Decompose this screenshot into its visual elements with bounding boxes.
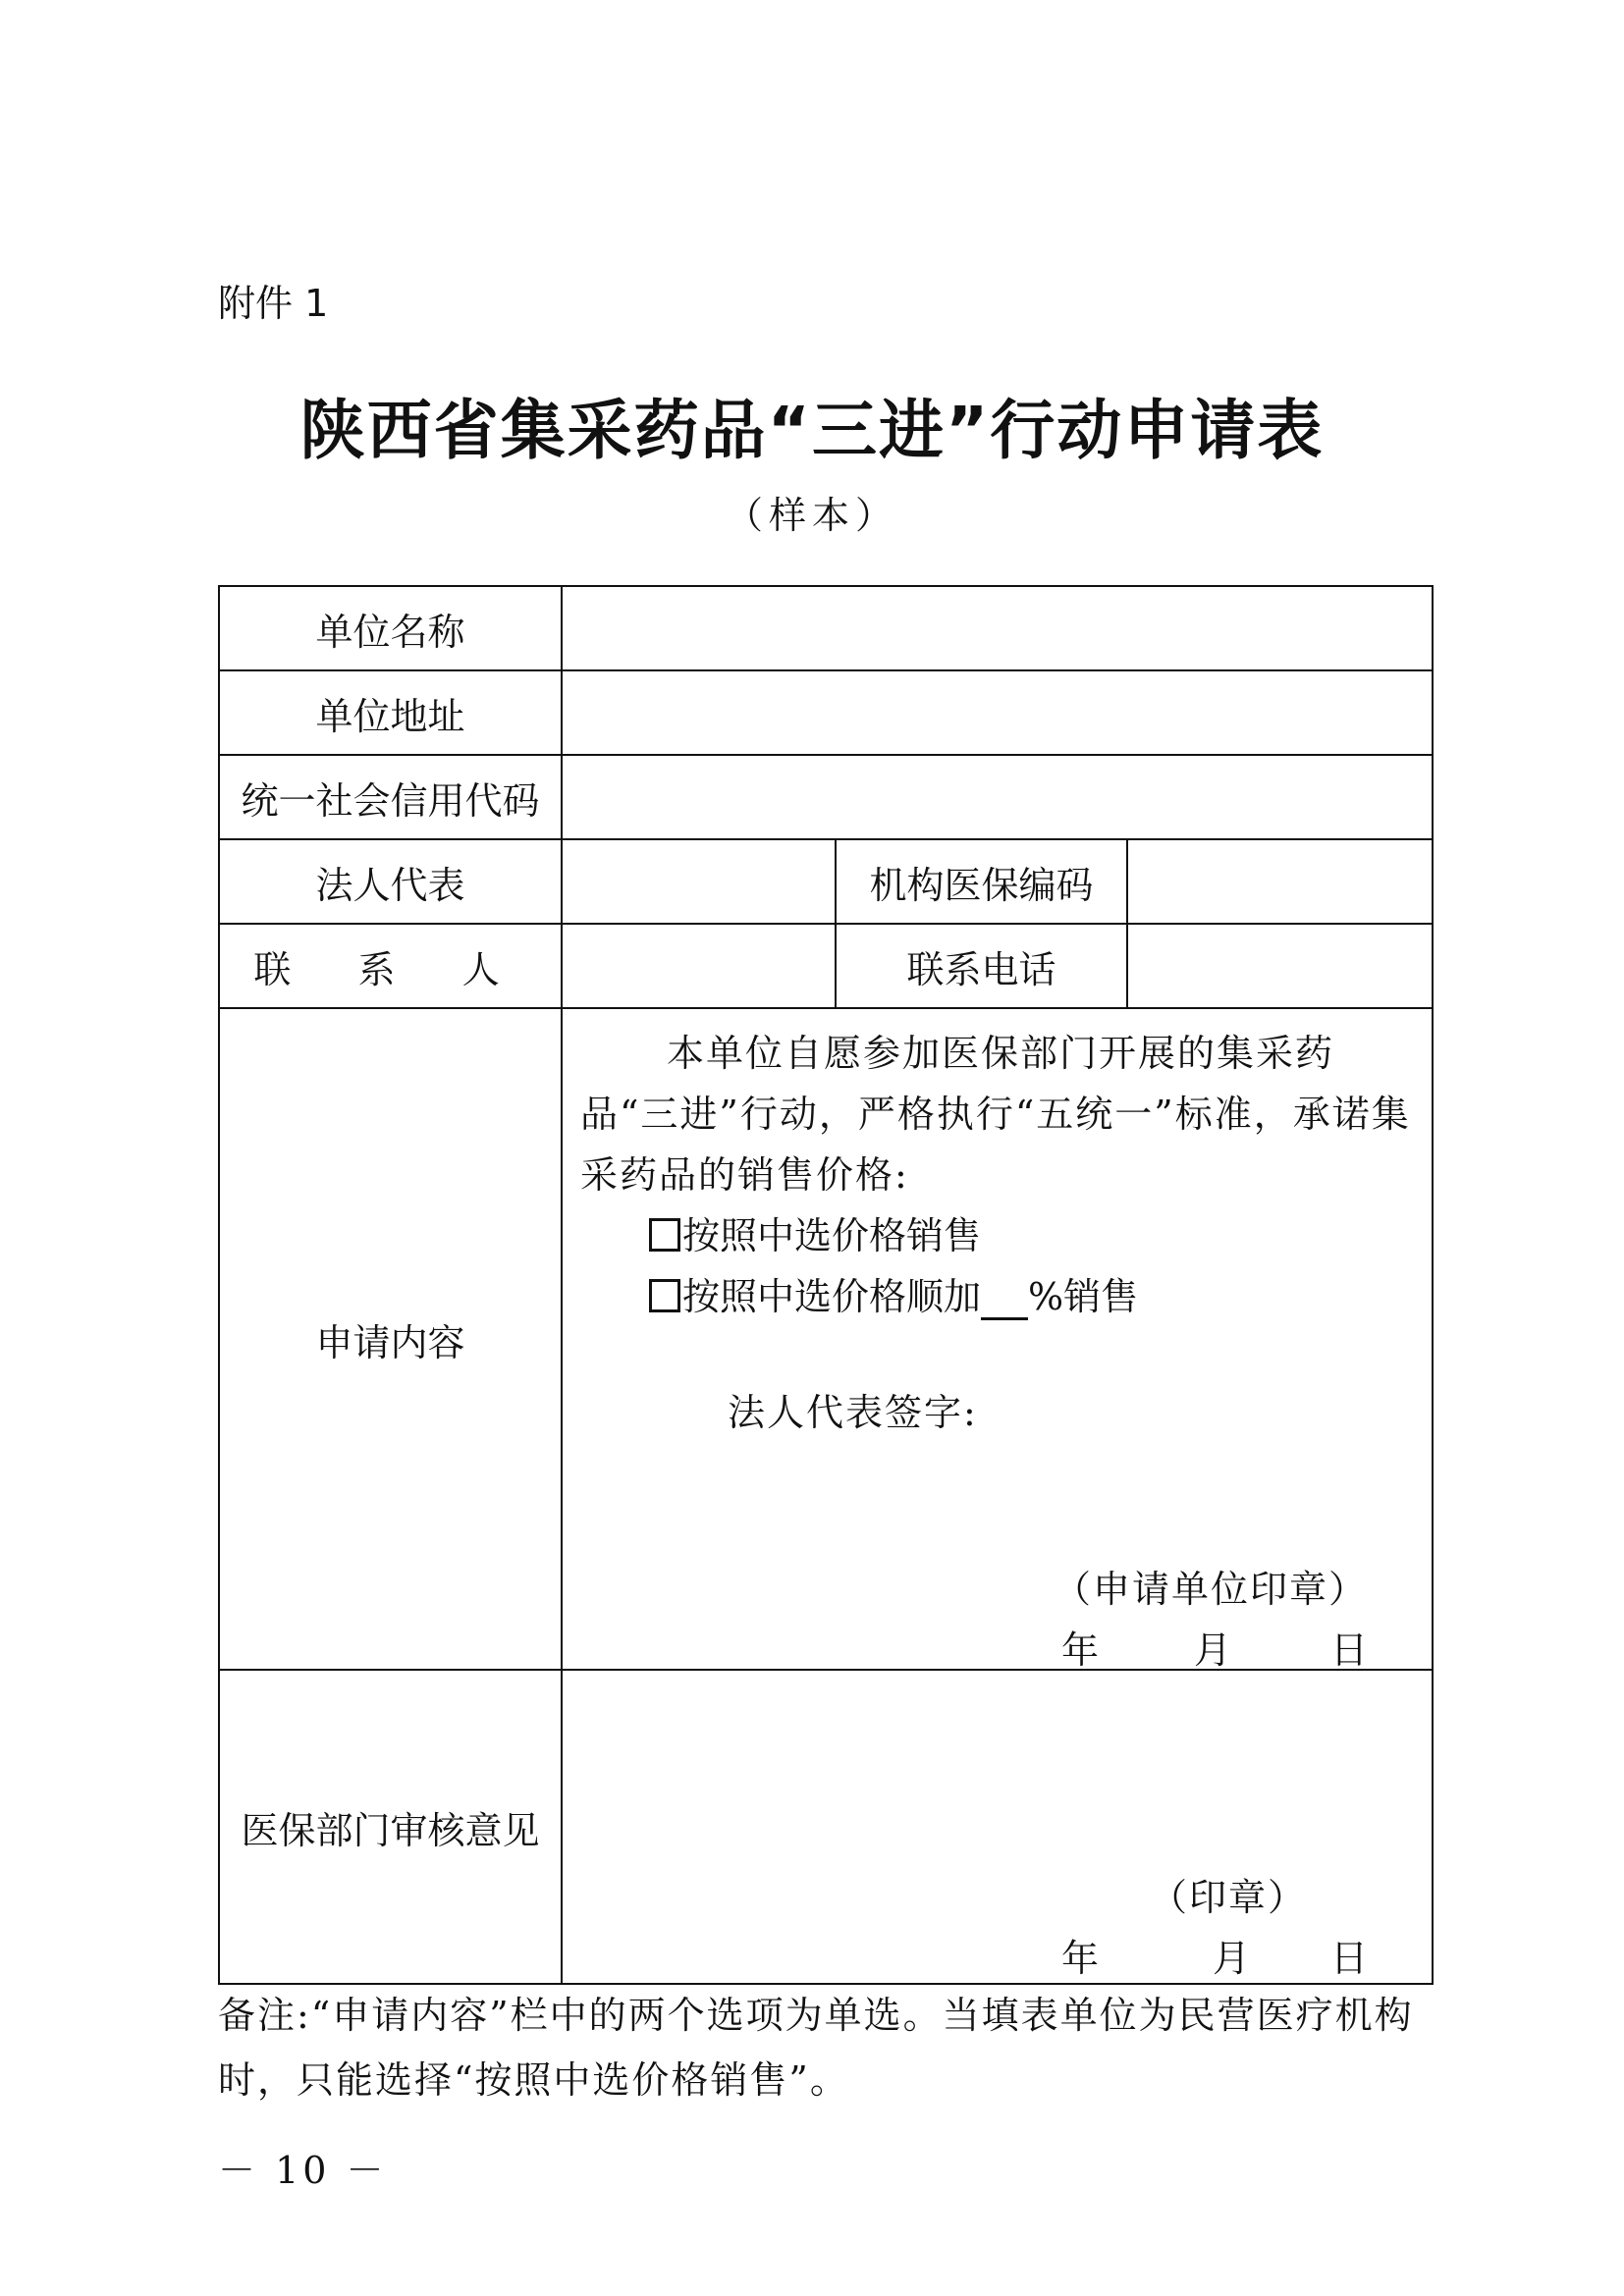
contact-label: 联 系 人	[219, 924, 562, 1008]
checkbox-icon[interactable]	[649, 1279, 680, 1312]
row-contact	[219, 924, 1433, 1008]
row-legal-rep	[219, 839, 1433, 924]
credit-code-field[interactable]	[562, 755, 1433, 839]
page-number: － 10 －	[218, 2149, 388, 2192]
unit-address-field[interactable]	[562, 670, 1433, 755]
page-subtitle: （样本）	[725, 494, 898, 537]
row-application	[219, 1008, 1433, 1670]
unit-address-label: 单位地址	[219, 670, 562, 755]
application-content-cell	[562, 1008, 1433, 1670]
application-statement: 本单位自愿参加医保部门开展的集采药品“三进”行动，严格执行“五统一”标准，承诺集采药品的销售价格:	[580, 1032, 1411, 1197]
phone-field[interactable]	[1127, 924, 1433, 1008]
option-1-label: 按照中选价格销售	[682, 1214, 982, 1257]
date-year: 年	[1061, 1629, 1100, 1672]
review-content-cell[interactable]	[562, 1670, 1433, 1984]
review-seal-label: （印章）	[1150, 1876, 1308, 1919]
review-date-day: 日	[1330, 1937, 1369, 1980]
insurance-code-field[interactable]	[1127, 839, 1433, 924]
unit-name-field[interactable]	[562, 586, 1433, 670]
date-month: 月	[1194, 1629, 1232, 1672]
checkbox-icon[interactable]	[649, 1218, 680, 1252]
markup-percent-blank[interactable]	[981, 1284, 1028, 1320]
review-date-month: 月	[1213, 1937, 1251, 1980]
row-review	[219, 1670, 1433, 1984]
page-title: 陕西省集采药品“三进”行动申请表	[299, 393, 1325, 468]
application-form-table	[218, 585, 1434, 1985]
row-unit-address	[219, 670, 1433, 755]
option-2-prefix: 按照中选价格顺加	[682, 1275, 982, 1318]
signature-label: 法人代表签字:	[728, 1391, 978, 1434]
option-selected-price[interactable]	[649, 1205, 981, 1259]
legal-rep-label: 法人代表	[219, 839, 562, 924]
credit-code-label: 统一社会信用代码	[219, 755, 562, 839]
date-day: 日	[1330, 1629, 1369, 1672]
review-label: 医保部门审核意见	[219, 1670, 562, 1984]
review-date-year: 年	[1061, 1937, 1100, 1980]
option-2-suffix: %销售	[1028, 1275, 1139, 1318]
contact-field[interactable]	[562, 924, 836, 1008]
phone-label: 联系电话	[836, 924, 1127, 1008]
unit-name-label: 单位名称	[219, 586, 562, 670]
footnote: 备注:“申请内容”栏中的两个选项为单选。当填表单位为民营医疗机构时，只能选择“按照中选价格销售”。	[218, 1994, 1414, 2102]
legal-rep-field[interactable]	[562, 839, 836, 924]
applicant-seal-label: （申请单位印章）	[1054, 1568, 1369, 1611]
insurance-code-label: 机构医保编码	[836, 839, 1127, 924]
option-markup-price[interactable]	[649, 1266, 1138, 1320]
application-label: 申请内容	[219, 1008, 562, 1670]
attachment-label: 附件 1	[218, 282, 329, 325]
row-credit-code	[219, 755, 1433, 839]
row-unit-name	[219, 586, 1433, 670]
